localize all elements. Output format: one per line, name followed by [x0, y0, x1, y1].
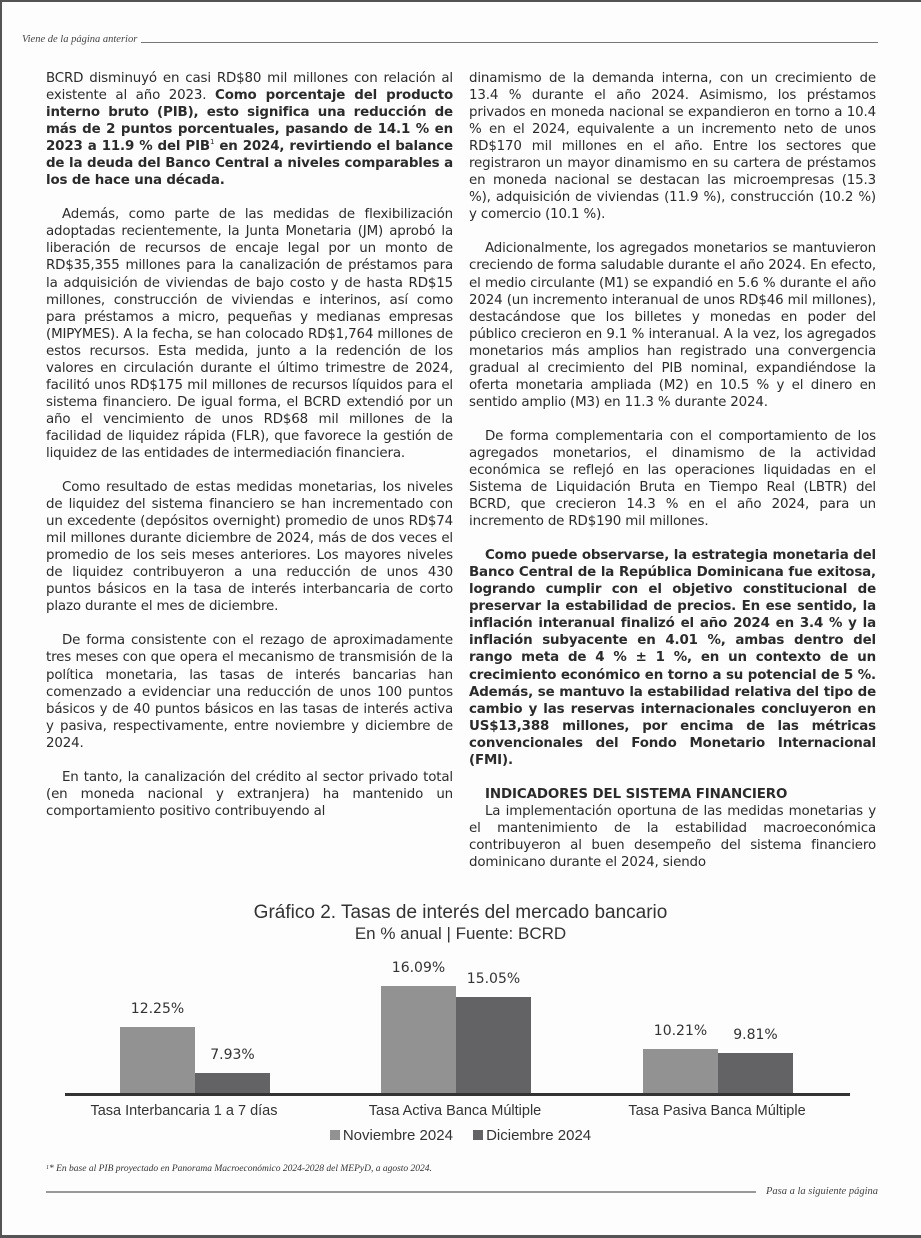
running-header — [22, 34, 878, 45]
bar-chart — [0, 898, 921, 1158]
paragraph-bold-text: Como porcentaje del producto interno bruto (PIB), esto significa una reducción de más de 2 puntos porcentuales, pasando de 14.1 % en 2023 a 11.9 % del PIB — [46, 88, 454, 155]
legend-item-noviembre — [330, 1127, 453, 1144]
paragraph-liquidity: Como resultado de estas medidas monetarias, los niveles de liquidez del sistema financiero se han incrementado con un excedente (depósitos overnight) promedio de unos RD$74 mil millones durante diciembre de 2024, más de dos veces el promedio de los seis meses anteriores. Los mayores niveles de liquidez contribuyeron a una reducción de unos 430 puntos básicos en la tasa de interés interbancaria de corto plazo durante el mes de diciembre. — [46, 480, 453, 615]
paragraph-credit: En tanto, la canalización del crédito al sector privado total (en moneda nacional y extranjera) ha mantenido un comportamiento positivo contribuyendo al — [46, 769, 453, 819]
footnote-ref[interactable]: 1 — [209, 138, 215, 147]
legend-label: Diciembre 2024 — [486, 1127, 592, 1144]
chart-subtitle: En % anual | Fuente: BCRD — [354, 924, 567, 943]
footer-rule — [46, 1191, 756, 1193]
bar-value-label: 16.09% — [391, 960, 446, 977]
paragraph-debt-reduction — [46, 70, 453, 189]
header-rule — [141, 42, 878, 43]
continued-from-label: Viene de la página anterior — [22, 34, 138, 45]
chart-legend — [0, 1127, 921, 1144]
paragraph-bold-text: en 2024, revirtiendo el balance de la deuda del Banco Central a niveles comparables a los de hace una década. — [46, 139, 453, 189]
chart-title: Gráfico 2. Tasas de interés del mercado bancario — [253, 902, 668, 923]
left-column — [46, 70, 453, 820]
bar-noviembre — [381, 986, 456, 1094]
paragraph-text: BCRD disminuyó en casi RD$80 mil millones con relación al existente al año 2023. — [46, 71, 453, 104]
legend-item-diciembre — [473, 1127, 591, 1144]
paragraph-flexibilization: Además, como parte de las medidas de flexibilización adoptadas recientemente, la Junta Monetaria (JM) aprobó la liberación de recursos de encaje legal por un monto de RD$35,355 millones para la canalización de préstamos para la adquisición de viviendas de bajo costo y de hasta RD$15 millones, construcción de viviendas e interinos, así como para préstamos a micro, pequeñas y medianas empresas (MIPYMES). A la fecha, se han colocado RD$1,764 millones de estos recursos. Esta medida, junto a la redención de los valores en circulación durante el último trimestre de 2024, facilitó unos RD$175 mil millones de recursos líquidos para el sistema financiero. De igual forma, el BCRD extendió por un año el vencimiento de unos RD$68 mil millones de la facilidad de liquidez rápida (FLR), que favorece la gestión de liquidez de las entidades de intermediación financiera. — [46, 207, 453, 461]
bar-value-label: 9.81% — [733, 1027, 778, 1044]
continued-to-label: Pasa a la siguiente página — [766, 1186, 878, 1197]
paragraph-aggregates: Adicionalmente, los agregados monetarios se mantuvieron creciendo de forma saludable durante el año 2024. En efecto, el medio circulante (M1) se expandió en 5.6 % durante el año 2024 (un incremento interanual de unos RD$46 mil millones), destacándose que los billetes y monedas en poder del público crecieron en 9.1 % interanual. A la vez, los agregados monetarios más amplios han registrado una convergencia gradual al crecimiento del PIB nominal, expandiéndose la oferta monetaria ampliada (M2) en 10.5 % y el dinero en sentido amplio (M3) en 11.3 % durante 2024. — [469, 241, 876, 410]
paragraph-conclusion: Como puede observarse, la estrategia monetaria del Banco Central de la República Dominicana fue exitosa, logrando cumplir con el objetivo constitucional de preservar la estabilidad de precios. En ese sentido, la inflación interanual finalizó el año 2024 en 3.4 % y la inflación subyacente en 4.01 %, ambas dentro del rango meta de 4 % ± 1 %, en un contexto de un crecimiento económico en torno a su potencial de 5 %. Además, se mantuvo la estabilidad relativa del tipo de cambio y las reservas internacionales concluyeron en US$13,388 millones, por encima de las métricas convencionales del Fondo Monetario Internacional (FMI). — [469, 548, 876, 768]
bar-diciembre — [195, 1073, 270, 1094]
legend-swatch-diciembre — [473, 1130, 483, 1140]
x-axis-line — [65, 1093, 850, 1096]
bar-noviembre — [120, 1027, 195, 1094]
legend-label: Noviembre 2024 — [342, 1127, 453, 1144]
paragraph-demand: dinamismo de la demanda interna, con un crecimiento de 13.4 % durante el año 2024. Asimismo, los préstamos privados en moneda nacional se expandieron en torno a 10.4 % en el 2024, equivalente a un incremento neto de unos RD$170 mil millones en el año. Entre los sectores que registraron un mayor dinamismo en su cartera de préstamos en moneda nacional se destacan las microempresas (15.3 %), adquisición de viviendas (11.9 %), construcción (10.2 %) y comercio (10.1 %). — [469, 71, 876, 223]
bar-value-label: 12.25% — [130, 1001, 185, 1018]
legend-swatch-noviembre — [330, 1130, 340, 1140]
footnote — [46, 1164, 432, 1174]
paragraph-transmission: De forma consistente con el rezago de aproximadamente tres meses con que opera el mecanismo de transmisión de la política monetaria, las tasas de interés bancarias han comenzado a evidenciar una reducción de unos 100 puntos básicos y de 40 puntos básicos en las tasas de interés activa y pasiva, respectivamente, entre noviembre y diciembre de 2024. — [46, 633, 453, 751]
category-label-activa: Tasa Activa Banca Múltiple — [368, 1103, 542, 1119]
bar-diciembre — [718, 1053, 793, 1094]
footnote-marker: 1 — [46, 1165, 49, 1171]
paragraph-lbtr: De forma complementaria con el comportamiento de los agregados monetarios, el dinamismo de la actividad económica se reflejó en las operaciones liquidadas en el Sistema de Liquidación Bruta en Tiempo Real (LBTR) del BCRD, que crecieron 14.3 % en el año 2024, para un incremento de RD$190 mil millones. — [469, 428, 876, 530]
bar-value-label: 15.05% — [466, 971, 521, 988]
bar-value-label: 7.93% — [210, 1047, 255, 1064]
bar-diciembre — [456, 997, 531, 1094]
category-label-pasiva: Tasa Pasiva Banca Múltiple — [628, 1103, 806, 1119]
bar-value-label: 10.21% — [653, 1022, 708, 1039]
running-footer — [46, 1186, 878, 1197]
section-heading: INDICADORES DEL SISTEMA FINANCIERO — [485, 786, 788, 802]
right-column — [469, 70, 876, 871]
paragraph-financial-system: La implementación oportuna de las medidas monetarias y el mantenimiento de la estabilidad macroeconómica contribuyeron al buen desempeño del sistema financiero dominicano durante el 2024, siendo — [469, 803, 876, 870]
page-border-top — [0, 0, 921, 2]
bar-noviembre — [643, 1049, 718, 1094]
footnote-text: * En base al PIB proyectado en Panorama Macroeconómico 2024-2028 del MEPyD, a agosto 2024. — [49, 1164, 432, 1174]
category-label-interbancaria: Tasa Interbancaria 1 a 7 días — [90, 1103, 278, 1119]
